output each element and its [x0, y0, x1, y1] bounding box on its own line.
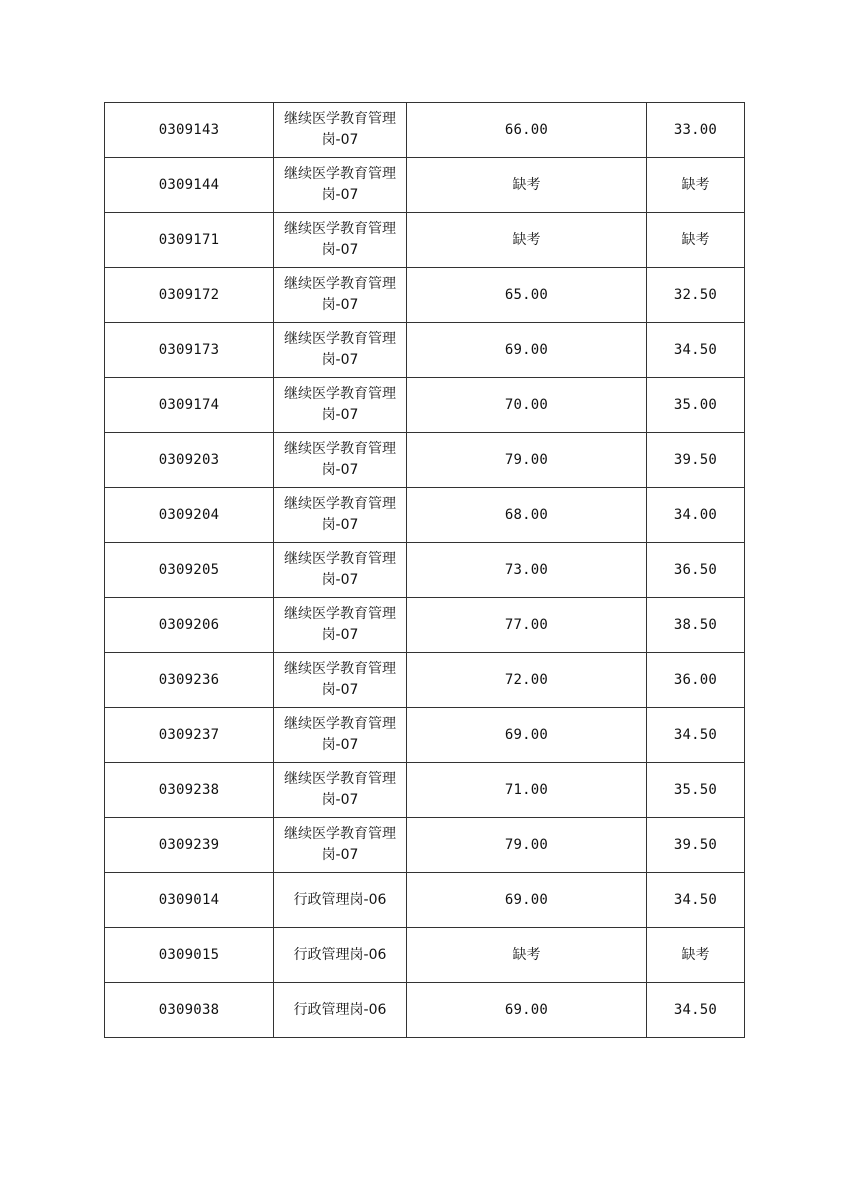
table-row: [105, 323, 745, 378]
position-cell: 继续医学教育管理岗-07: [274, 653, 407, 708]
candidate-id-cell: 0309236: [105, 653, 274, 708]
converted-score-cell: 34.00: [647, 488, 745, 543]
candidate-id-cell: 0309238: [105, 763, 274, 818]
converted-score-cell: 35.50: [647, 763, 745, 818]
converted-score-cell: 34.50: [647, 323, 745, 378]
written-score-cell: 73.00: [407, 543, 647, 598]
converted-score-cell: 34.50: [647, 708, 745, 763]
candidate-id-cell: 0309203: [105, 433, 274, 488]
table-row: [105, 543, 745, 598]
position-cell: 继续医学教育管理岗-07: [274, 103, 407, 158]
converted-score-cell: 缺考: [647, 928, 745, 983]
table-row: [105, 268, 745, 323]
converted-score-cell: 36.50: [647, 543, 745, 598]
position-cell: 继续医学教育管理岗-07: [274, 763, 407, 818]
table-row: [105, 488, 745, 543]
position-cell: 行政管理岗-06: [274, 928, 407, 983]
converted-score-cell: 39.50: [647, 818, 745, 873]
converted-score-cell: 35.00: [647, 378, 745, 433]
position-cell: 继续医学教育管理岗-07: [274, 213, 407, 268]
score-table: [104, 102, 745, 1038]
candidate-id-cell: 0309173: [105, 323, 274, 378]
position-cell: 继续医学教育管理岗-07: [274, 708, 407, 763]
candidate-id-cell: 0309172: [105, 268, 274, 323]
table-row: [105, 158, 745, 213]
table-row: [105, 433, 745, 488]
position-cell: 继续医学教育管理岗-07: [274, 433, 407, 488]
table-row: [105, 983, 745, 1038]
candidate-id-cell: 0309038: [105, 983, 274, 1038]
written-score-cell: 69.00: [407, 983, 647, 1038]
written-score-cell: 68.00: [407, 488, 647, 543]
candidate-id-cell: 0309174: [105, 378, 274, 433]
candidate-id-cell: 0309015: [105, 928, 274, 983]
position-cell: 行政管理岗-06: [274, 873, 407, 928]
table-row: [105, 708, 745, 763]
written-score-cell: 79.00: [407, 433, 647, 488]
written-score-cell: 66.00: [407, 103, 647, 158]
position-cell: 继续医学教育管理岗-07: [274, 818, 407, 873]
table-row: [105, 103, 745, 158]
converted-score-cell: 32.50: [647, 268, 745, 323]
table-row: [105, 818, 745, 873]
position-cell: 行政管理岗-06: [274, 983, 407, 1038]
converted-score-cell: 39.50: [647, 433, 745, 488]
written-score-cell: 69.00: [407, 708, 647, 763]
table-row: [105, 928, 745, 983]
converted-score-cell: 33.00: [647, 103, 745, 158]
score-table-body: [105, 103, 745, 1038]
converted-score-cell: 缺考: [647, 158, 745, 213]
converted-score-cell: 缺考: [647, 213, 745, 268]
candidate-id-cell: 0309206: [105, 598, 274, 653]
table-row: [105, 763, 745, 818]
position-cell: 继续医学教育管理岗-07: [274, 378, 407, 433]
position-cell: 继续医学教育管理岗-07: [274, 268, 407, 323]
written-score-cell: 65.00: [407, 268, 647, 323]
table-row: [105, 653, 745, 708]
candidate-id-cell: 0309237: [105, 708, 274, 763]
written-score-cell: 70.00: [407, 378, 647, 433]
position-cell: 继续医学教育管理岗-07: [274, 488, 407, 543]
candidate-id-cell: 0309171: [105, 213, 274, 268]
candidate-id-cell: 0309143: [105, 103, 274, 158]
position-cell: 继续医学教育管理岗-07: [274, 158, 407, 213]
written-score-cell: 72.00: [407, 653, 647, 708]
candidate-id-cell: 0309204: [105, 488, 274, 543]
written-score-cell: 71.00: [407, 763, 647, 818]
converted-score-cell: 36.00: [647, 653, 745, 708]
position-cell: 继续医学教育管理岗-07: [274, 323, 407, 378]
table-row: [105, 378, 745, 433]
written-score-cell: 77.00: [407, 598, 647, 653]
written-score-cell: 69.00: [407, 323, 647, 378]
written-score-cell: 缺考: [407, 213, 647, 268]
candidate-id-cell: 0309144: [105, 158, 274, 213]
written-score-cell: 79.00: [407, 818, 647, 873]
converted-score-cell: 34.50: [647, 873, 745, 928]
converted-score-cell: 38.50: [647, 598, 745, 653]
table-row: [105, 598, 745, 653]
position-cell: 继续医学教育管理岗-07: [274, 543, 407, 598]
table-row: [105, 213, 745, 268]
position-cell: 继续医学教育管理岗-07: [274, 598, 407, 653]
table-row: [105, 873, 745, 928]
candidate-id-cell: 0309239: [105, 818, 274, 873]
candidate-id-cell: 0309205: [105, 543, 274, 598]
written-score-cell: 缺考: [407, 928, 647, 983]
written-score-cell: 69.00: [407, 873, 647, 928]
candidate-id-cell: 0309014: [105, 873, 274, 928]
written-score-cell: 缺考: [407, 158, 647, 213]
converted-score-cell: 34.50: [647, 983, 745, 1038]
